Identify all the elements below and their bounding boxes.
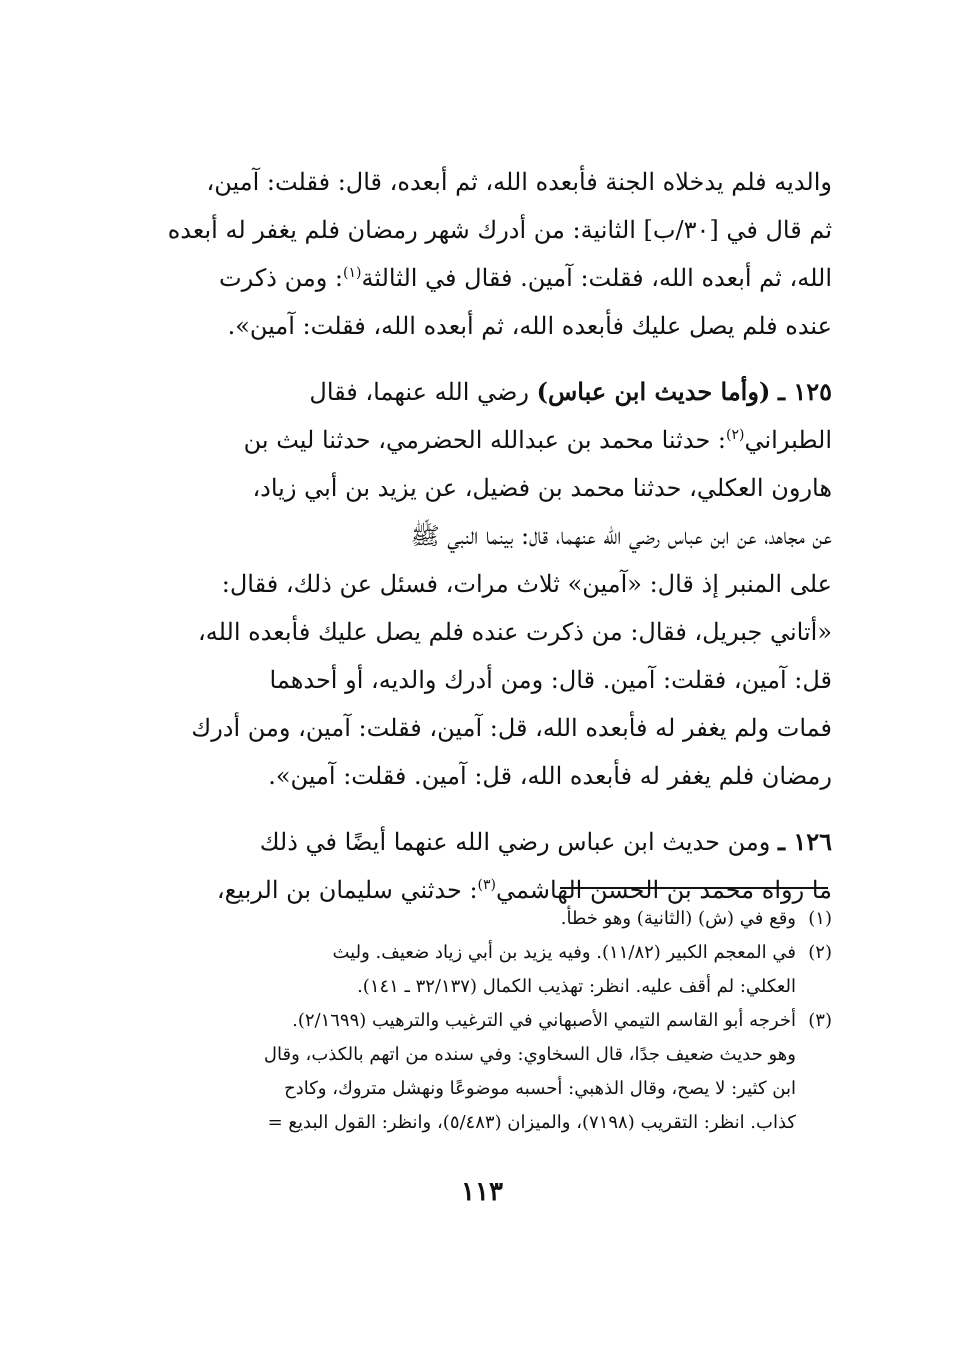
- text-line: ثم قال في [٣٠/ب] الثانية: من أدرك شهر رمضان فلم يغفر له أبعده: [167, 216, 832, 244]
- text-line: رمضان فلم يغفر له فأبعده الله، قل: آمين. فقلت: آمين».: [268, 762, 832, 790]
- footnote-number: (١): [808, 908, 832, 929]
- text-line: على المنبر إذ قال: «آمين» ثلاث مرات، فسئل عن ذلك، فقال:: [221, 570, 832, 598]
- footnote-marker[interactable]: (١): [343, 265, 362, 281]
- text-segment: : حدثنا محمد بن عبدالله الحضرمي، حدثنا ليث بن: [243, 426, 727, 454]
- footnote-number: (٣): [808, 1010, 832, 1031]
- text-segment: : حدثني سليمان بن الربيع،: [216, 876, 478, 904]
- text-line: قل: آمين، فقلت: آمين. قال: ومن أدرك والديه، أو أحدهما: [269, 666, 832, 694]
- footnote-line: [130, 1004, 832, 1038]
- text-line: عن مجاهد، عن ابن عباس رضي الله عنهما، قال: بينما النبي ﷺ: [410, 522, 832, 550]
- hadith-heading-line: [130, 818, 832, 866]
- text-line: هارون العكلي، حدثنا محمد بن فضيل، عن يزيد بن أبي زياد،: [252, 474, 832, 502]
- footnote-marker[interactable]: (٢): [726, 427, 745, 443]
- text-segment: الله، ثم أبعده الله، فقلت: آمين. فقال في الثالثة: [361, 264, 832, 292]
- footnote-text: أخرجه أبو القاسم التيمي الأصبهاني في الترغيب والترهيب (٢/١٦٩٩).: [292, 1010, 796, 1031]
- footnote-line: ابن كثير: لا يصح، وقال الذهبي: أحسبه موضوعًا ونهشل متروك، وكادح: [284, 1078, 796, 1099]
- text-line: عنده فلم يصل عليك فأبعده الله، ثم أبعده الله، فقلت: آمين».: [227, 312, 832, 340]
- text-segment: : ومن ذكرت: [218, 264, 343, 292]
- hadith-number: ١٢٥ ـ: [777, 377, 832, 406]
- paragraph-gap: [130, 350, 832, 368]
- footnote-marker[interactable]: (٣): [477, 877, 496, 893]
- paragraph-gap: [130, 800, 832, 818]
- text-line: «أتاني جبريل، فقال: من ذكرت عنده فلم يصل عليك فأبعده الله،: [197, 618, 832, 646]
- footnote-line: [130, 936, 832, 970]
- hadith-number: ١٢٦ ـ: [777, 827, 832, 856]
- footnote-text: في المعجم الكبير (١١/٨٢). وفيه يزيد بن أبي زياد ضعيف. وليث: [332, 942, 796, 963]
- page-number: ١١٣: [461, 1177, 503, 1207]
- text-segment: رضي الله عنهما، فقال: [309, 378, 529, 406]
- text-line: [130, 416, 832, 464]
- main-text: [130, 158, 832, 914]
- hadith-heading-line: [130, 368, 832, 416]
- footnote-text: وقع في (ش) (الثانية) وهو خطأ.: [560, 908, 796, 929]
- text-line: [130, 254, 832, 302]
- footnote-line: وهو حديث ضعيف جدًا، قال السخاوي: وفي سنده من اتهم بالكذب، وقال: [263, 1044, 796, 1065]
- footnote-number: (٢): [808, 942, 832, 963]
- footnotes: [130, 902, 832, 1140]
- text-segment: ومن حديث ابن عباس رضي الله عنهما أيضًا في ذلك: [259, 828, 771, 856]
- text-line: فمات ولم يغفر له فأبعده الله، قل: آمين، فقلت: آمين، ومن أدرك: [191, 714, 832, 742]
- footnote-line: كذاب. انظر: التقريب (٧١٩٨)، والميزان (٥/٤٨٣)، وانظر: القول البديع =: [267, 1112, 796, 1133]
- text-segment: ما رواه محمد بن الحسن الهاشمي: [496, 876, 832, 904]
- text-line: والديه فلم يدخلاه الجنة فأبعده الله، ثم أبعده، قال: فقلت: آمين،: [206, 168, 832, 196]
- footnote-line: العكلي: لم أقف عليه. انظر: تهذيب الكمال (٣٢/١٣٧ ـ ١٤١).: [357, 976, 796, 997]
- text-segment: الطبراني: [744, 426, 832, 454]
- hadith-heading: (وأما حديث ابن عباس): [536, 377, 771, 406]
- footnote-separator: [560, 887, 828, 889]
- footnote-line: [130, 902, 832, 936]
